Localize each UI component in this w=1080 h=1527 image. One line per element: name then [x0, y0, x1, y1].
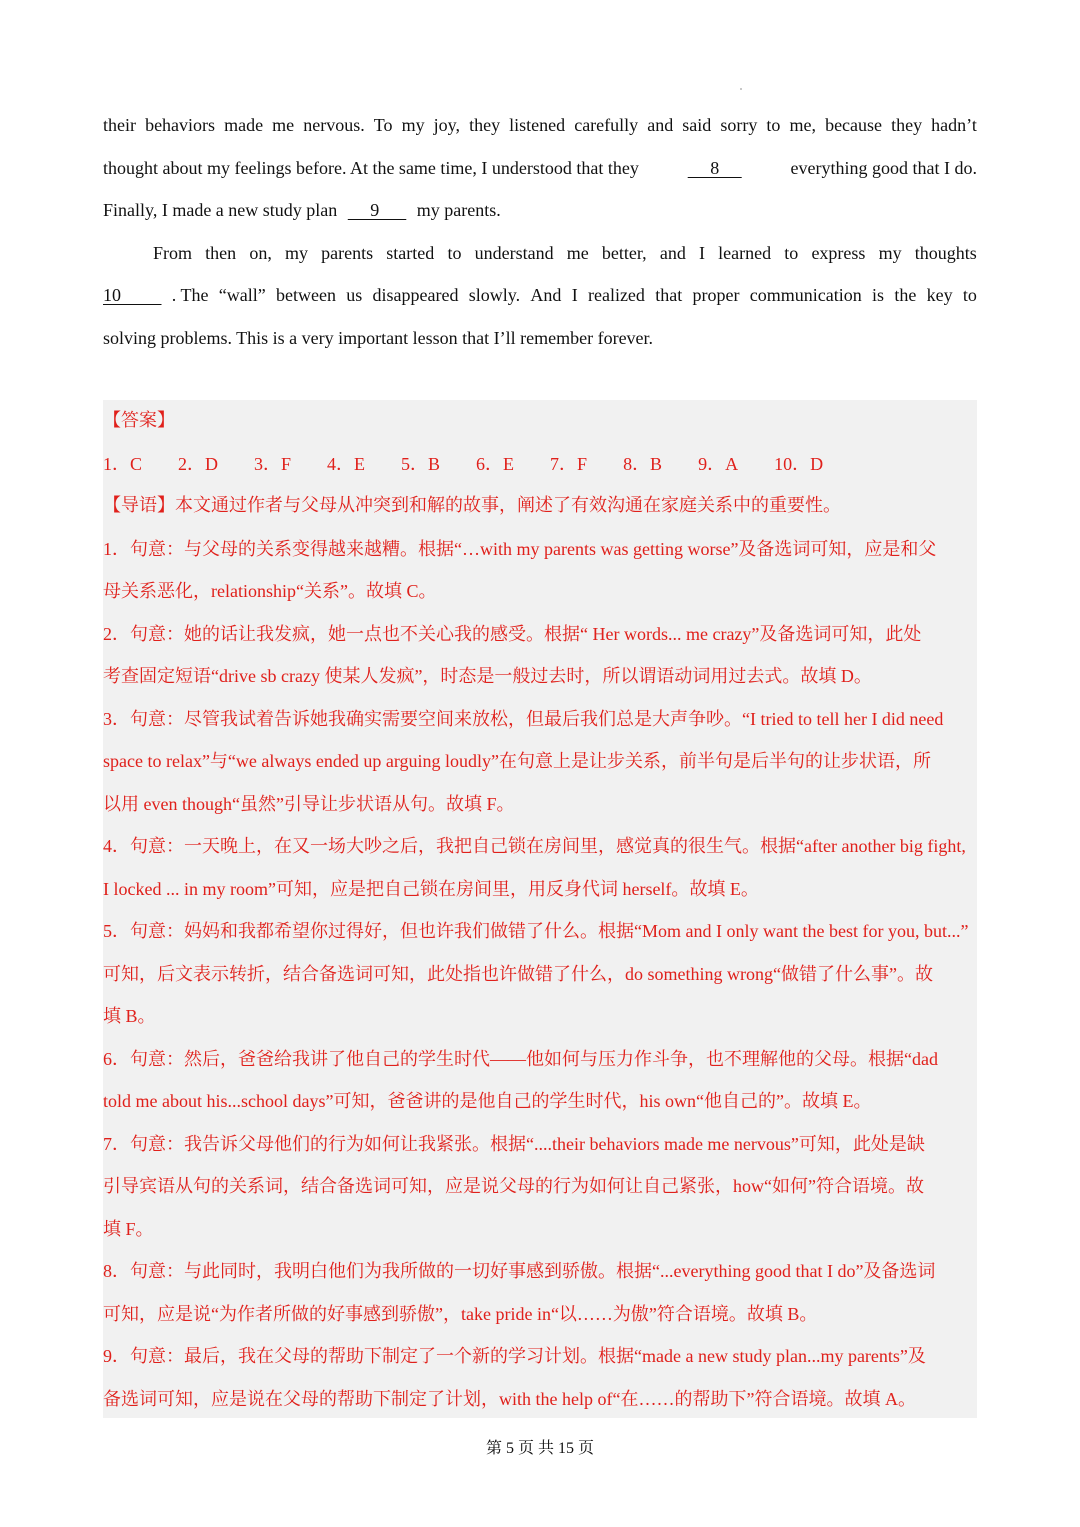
passage-word: listened — [509, 115, 566, 135]
passage-word: their — [103, 115, 136, 135]
answer-key-item: 8．B — [623, 453, 663, 474]
passage-word: better, — [601, 242, 647, 263]
passage-word: my — [284, 242, 308, 263]
answer-key-item: 3．F — [254, 453, 292, 474]
passage-line-6: solving problems. This is a very important lesson that I’ll remember forever. — [103, 327, 654, 348]
explanation-4: I locked ... in my room”可知，应是把自己锁在房间里，用反身代词 herself。故填 E。 — [103, 878, 759, 899]
explanation-3: space to relax”与“we always ended up arguing loudly”在句意上是让步关系，前半句是后半句的让步状语，所 — [103, 751, 932, 771]
explanation-6: 6．句意：然后，爸爸给我讲了他自己的学生时代——他如何与压力作斗争，也不理解他的父母。根据“dad — [103, 1048, 938, 1069]
passage-word: key — [926, 285, 953, 305]
passage-word: me — [272, 115, 295, 135]
explanation-9: 备选词可知，应是说在父母的帮助下制定了计划，with the help of“在……的帮助下”符合语境。故填 A。 — [103, 1388, 916, 1409]
passage-line-1 — [103, 104, 977, 147]
scan-dot — [740, 88, 742, 90]
explanation-5: 5．句意：妈妈和我都希望你过得好，但也许我们做错了什么。根据“Mom and I only want the best for you, but...” — [103, 921, 969, 941]
explanation-5: 填 B。 — [103, 1006, 156, 1026]
passage-word: between — [275, 285, 336, 305]
passage-word: communication — [749, 285, 862, 305]
passage-word: my — [401, 115, 425, 135]
passage-word: sorry — [720, 115, 758, 135]
explanation-7: 引导宾语从句的关系词，结合备选词可知，应是说父母的行为如何让自己紧张，how“如何”符合语境。故 — [103, 1176, 924, 1196]
blank-8[interactable]: 8 — [687, 157, 742, 178]
passage-word: on, — [249, 242, 272, 263]
passage-word: “wall” — [218, 285, 266, 305]
passage-line-4 — [103, 232, 977, 275]
passage-word: carefully — [574, 115, 639, 135]
passage-word: my — [878, 242, 902, 263]
passage-word: started — [386, 242, 435, 263]
passage-word: and — [659, 242, 686, 263]
passage-text: thought about my feelings before. At the same time, I understood that they — [103, 157, 639, 178]
passage-word: hadn’t — [931, 115, 977, 135]
answer-key-item: 7．F — [550, 453, 588, 474]
passage-word: joy, — [433, 115, 461, 135]
passage-word: I — [698, 242, 705, 263]
passage-word: then — [205, 242, 237, 263]
passage-word: the — [894, 285, 917, 305]
explanation-7: 7．句意：我告诉父母他们的行为如何让我紧张。根据“....their behaviors made me nervous”可知，此处是缺 — [103, 1133, 925, 1154]
passage-word: to — [784, 242, 799, 263]
blank-9[interactable]: 9 — [347, 200, 407, 220]
answer-key-item: 6．E — [476, 453, 515, 474]
passage-word: they — [891, 115, 923, 135]
passage-line-3 — [103, 189, 977, 232]
passage-word: to — [447, 242, 462, 263]
passage-word: made — [224, 115, 264, 135]
passage-word: us — [346, 285, 363, 305]
page-footer: 第 5 页 共 15 页 — [485, 1440, 594, 1457]
passage-word: disappeared — [372, 285, 459, 305]
explanation-2: 2．句意：她的话让我发疯，她一点也不关心我的感受。根据“ Her words... me crazy”及备选词可知，此处 — [103, 623, 922, 644]
explanation-4: 4．句意：一天晚上，在又一场大吵之后，我把自己锁在房间里，感觉真的很生气。根据“after another big fight, — [103, 836, 966, 856]
answer-key-item: 1．C — [103, 453, 143, 474]
passage-word: slowly. — [468, 285, 521, 305]
passage-word: nervous. — [303, 115, 365, 135]
answer-key-item: 4．E — [327, 453, 366, 474]
passage — [103, 104, 977, 359]
passage-word: me, — [789, 115, 816, 135]
answer-key-item: 9．A — [698, 453, 739, 474]
answer-key-item: 10．D — [774, 453, 824, 474]
passage-line-5 — [103, 274, 977, 317]
explanation-5: 可知，后文表示转折，结合备选词可知，此处指也许做错了什么，do something wrong“做错了什么事”。故 — [103, 963, 933, 984]
passage-word: realized — [587, 285, 645, 305]
blank-10[interactable]: 10 — [103, 285, 162, 305]
explanation-8: 8．句意：与此同时，我明白他们为我所做的一切好事感到骄傲。根据“...everything good that I do”及备选词 — [103, 1261, 936, 1281]
answer-key — [103, 443, 977, 486]
passage-text: my parents. — [416, 200, 501, 220]
explanation-3: 以用 even though“虽然”引导让步状语从句。故填 F。 — [103, 793, 515, 814]
explanation-1: 母关系恶化，relationship“关系”。故填 C。 — [103, 581, 437, 601]
explanation-2: 考查固定短语“drive sb crazy 使某人发疯”，时态是一般过去时，所以谓语动词用过去式。故填 D。 — [103, 666, 872, 686]
passage-word: To — [373, 115, 393, 135]
intro: 【导语】本文通过作者与父母从冲突到和解的故事，阐述了有效沟通在家庭关系中的重要性。 — [103, 495, 841, 516]
passage-word: . The — [171, 285, 209, 305]
explanation-1: 1．句意：与父母的关系变得越来越糟。根据“…with my parents was getting worse”及备选词可知，应是和父 — [103, 538, 937, 559]
passage-word: that — [655, 285, 683, 305]
passage-word: I — [571, 285, 578, 305]
answer-key-item: 5．B — [401, 453, 441, 474]
passage-word: me — [566, 242, 589, 263]
explanation-3: 3．句意：尽管我试着告诉她我确实需要空间来放松，但最后我们总是大声争吵。“I tried to tell her I did need — [103, 708, 944, 729]
passage-word: thoughts — [914, 242, 977, 263]
explanation-7: 填 F。 — [103, 1218, 154, 1239]
explanation-9: 9．句意：最后，我在父母的帮助下制定了一个新的学习计划。根据“made a new study plan...my parents”及 — [103, 1346, 926, 1366]
passage-word: said — [682, 115, 712, 135]
passage-text: everything good that I do. — [790, 157, 977, 178]
passage-word: And — [530, 285, 562, 305]
passage-line-2 — [103, 147, 977, 190]
answer-section — [103, 400, 977, 1418]
explanation-6: told me about his...school days”可知，爸爸讲的是他自己的学生时代，his own“他自己的”。故填 E。 — [103, 1091, 872, 1111]
passage-word: is — [872, 285, 885, 305]
explanation-8: 可知，应是说“为作者所做的好事感到骄傲”，take pride in“以……为傲”符合语境。故填 B。 — [103, 1303, 818, 1324]
passage-word: because — [825, 115, 883, 135]
passage-word: understand — [474, 242, 554, 263]
passage-word: they — [469, 115, 501, 135]
passage-word: proper — [692, 285, 740, 305]
passage-word: From — [153, 242, 193, 263]
answer-key-item: 2．D — [178, 453, 219, 474]
passage-word: express — [811, 242, 866, 263]
passage-text: Finally, I made a new study plan — [103, 200, 338, 220]
passage-word: learned — [718, 242, 772, 263]
passage-word: to — [962, 285, 977, 305]
passage-word: and — [647, 115, 674, 135]
passage-word: behaviors — [145, 115, 216, 135]
answer-heading: 【答案】 — [103, 410, 175, 431]
passage-word: to — [766, 115, 781, 135]
passage-word: parents — [321, 242, 374, 263]
